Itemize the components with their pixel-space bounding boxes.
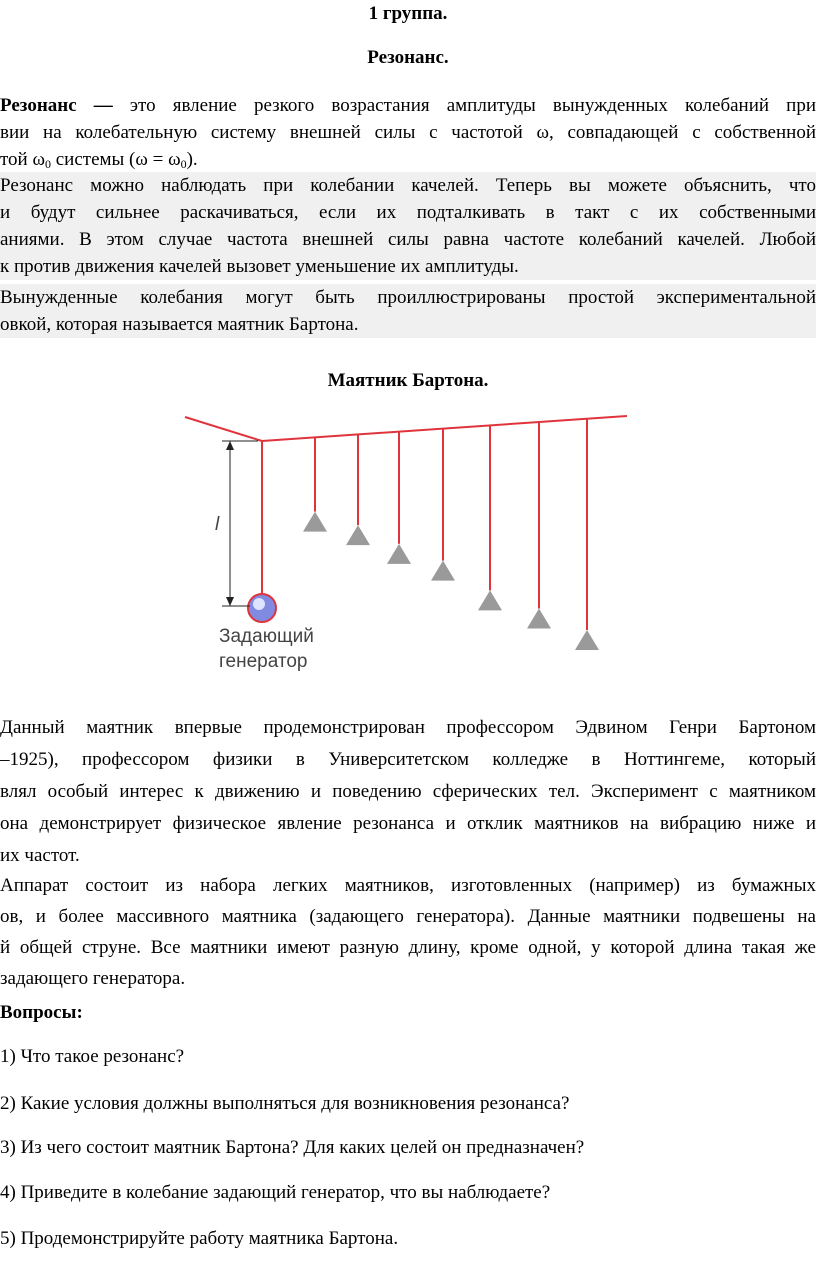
apparatus-line: ов, и более массивного маятника (задающего генератора). Данные маятники подвешены на (0, 906, 816, 927)
definition-line-2: вии на колебательную систему внешней силы с частотой ω, совпадающей с собственной (0, 122, 816, 143)
definition-line-3-b: системы (ω = ω (50, 149, 181, 170)
driver-label-line-1: Задающий (219, 626, 314, 647)
question-item: 5) Продемонстрируйте работу маятника Бартона. (0, 1228, 399, 1249)
dimension-arrow-bottom (226, 597, 234, 606)
pendulum-weight (478, 590, 502, 610)
omega-zero-subscript-2: 0 (180, 157, 187, 171)
length-dimension (222, 441, 258, 606)
definition-term: Резонанс — (0, 95, 113, 116)
page-title: Резонанс. (367, 47, 449, 68)
pendulum-weight (303, 512, 327, 532)
swing-line: аниями. В этом случае частота внешней силы равна частоте колебаний качелей. Любой (0, 229, 816, 250)
figure-title: Маятник Бартона. (327, 370, 489, 391)
barton-pendulum-figure (170, 405, 640, 695)
pendulum-weight (575, 630, 599, 650)
question-item: 4) Приведите в колебание задающий генератор, что вы наблюдаете? (0, 1182, 551, 1203)
apparatus-line: й общей струне. Все маятники имеют разную длину, кроме одной, у которой длина такая же (0, 937, 816, 958)
questions-heading: Вопросы: (0, 1002, 83, 1023)
forced-line: овкой, которая называется маятник Бартона. (0, 314, 359, 335)
support-string (262, 416, 627, 441)
pendulum-group (248, 419, 599, 650)
history-line: Данный маятник впервые продемонстрирован профессором Эдвином Генри Бартоном (0, 717, 816, 738)
apparatus-line: задающего генератора. (0, 968, 186, 989)
definition-line-1 (0, 92, 816, 119)
omega-zero-subscript: 0 (44, 157, 51, 171)
history-line: их частот. (0, 845, 80, 866)
history-paragraph (0, 714, 816, 869)
forced-paragraph (0, 284, 816, 338)
length-label: l (215, 514, 220, 535)
pendulum-weight (527, 608, 551, 628)
question-item: 1) Что такое резонанс? (0, 1046, 185, 1067)
definition-line-3 (0, 146, 816, 173)
swing-line: к против движения качелей вызовет уменьшение их амплитуды. (0, 256, 519, 277)
group-heading: 1 группа. (368, 3, 448, 24)
support-string-left (185, 417, 262, 441)
driver-label-line-2: генератор (219, 651, 308, 672)
question-item: 2) Какие условия должны выполняться для возникновения резонанса? (0, 1093, 570, 1114)
pendulum-weight (346, 525, 370, 545)
swing-line: Резонанс можно наблюдать при колебании качелей. Теперь вы можете объяснить, что (0, 175, 816, 196)
dimension-arrow-top (226, 441, 234, 450)
history-line: –1925), профессором физики в Университетском колледже в Ноттингеме, который (0, 749, 816, 770)
apparatus-line: Аппарат состоит из набора легких маятников, изготовленных (например) из бумажных (0, 875, 816, 896)
definition-line-1-text: это явление резкого возрастания амплитуды вынужденных колебаний при (112, 95, 816, 116)
pendulum-weight (431, 561, 455, 581)
driver-bob-highlight (253, 598, 265, 610)
swing-paragraph (0, 172, 816, 280)
definition-line-3-a: той ω (0, 149, 45, 170)
swing-line: и будут сильнее раскачиваться, если их подталкивать в такт с их собственными (0, 202, 816, 223)
definition-paragraph (0, 92, 816, 173)
pendulum-weight (387, 544, 411, 564)
question-item: 3) Из чего состоит маятник Бартона? Для каких целей он предназначен? (0, 1137, 585, 1158)
apparatus-paragraph (0, 872, 816, 992)
forced-line: Вынужденные колебания могут быть проиллюстрированы простой экспериментальной (0, 287, 816, 308)
history-line: влял особый интерес к движению и поведению сферических тел. Эксперимент с маятником (0, 781, 816, 802)
definition-line-3-c: ). (186, 149, 198, 170)
history-line: она демонстрирует физическое явление резонанса и отклик маятников на вибрацию ниже и (0, 813, 816, 834)
